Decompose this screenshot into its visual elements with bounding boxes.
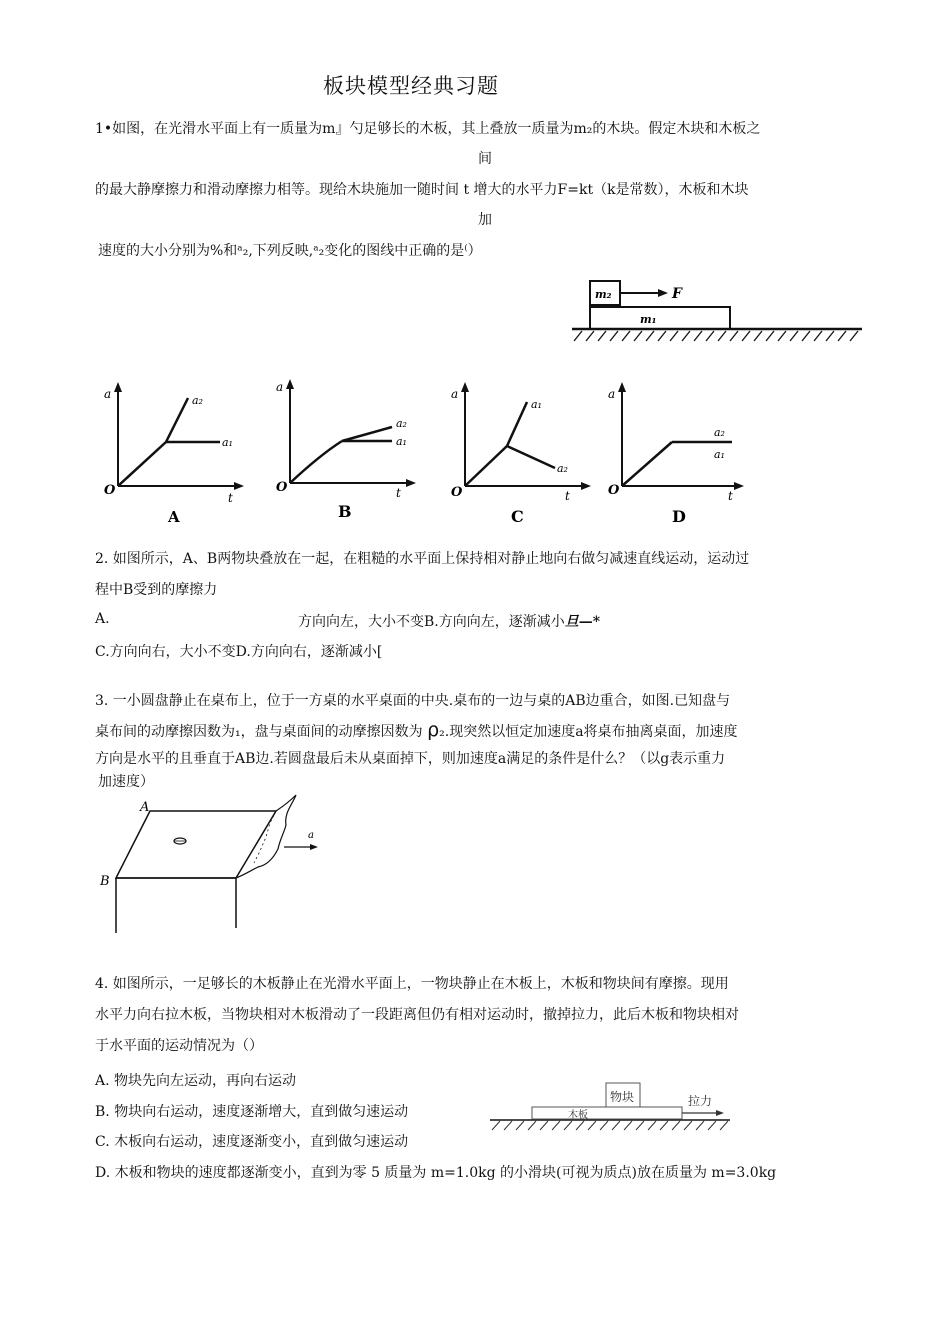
q3-table-figure <box>98 793 338 938</box>
q4-text-line2: 水平力向右拉木板，当物块相对木板滑动了一段距离但仍有相对运动时，撤掉拉力，此后木板和物块相对 <box>95 1007 739 1023</box>
graph-b-option: B <box>338 502 352 521</box>
q1-block-board-figure <box>570 275 870 345</box>
graph-a-line2-label: a₁ <box>222 436 233 449</box>
q4-option-c: C. 木板向右运动，速度逐渐变小，直到做匀速运动 <box>95 1134 409 1150</box>
graph-b-line2-label: a₁ <box>396 435 407 448</box>
graph-b-ylabel: a <box>276 380 284 394</box>
q1-m1-label: m₁ <box>640 313 657 326</box>
graph-d-ylabel: a <box>608 387 616 401</box>
q1-graph-a <box>98 378 248 528</box>
q3-text-line3: 方向是水平的且垂直于AB边.若圆盘最后未从桌面掉下，则加速度a满足的条件是什么？（以g表示重力 <box>95 751 726 767</box>
graph-c-option: C <box>511 507 524 526</box>
graph-a-ylabel: a <box>104 387 112 401</box>
graph-b-line1-label: a₂ <box>396 417 407 430</box>
q4-option-a: A. 物块先向左运动，再向右运动 <box>95 1073 297 1089</box>
q2-option-ab-tail: 旦—* <box>564 614 601 630</box>
graph-b-origin: O <box>276 480 288 495</box>
q3-corner-a: A <box>140 800 150 815</box>
graph-c-line1-label: a₁ <box>531 398 542 411</box>
q3-text-line2a: 桌布间的动摩擦因数为₁，盘与桌面间的动摩擦因数为 <box>95 724 423 740</box>
q4-board-label: 木板 <box>568 1110 588 1121</box>
graph-a-origin: O <box>104 483 116 498</box>
q1-graph-c <box>445 378 595 528</box>
q4-text-line1: 4. 如图所示，一足够长的木板静止在光滑水平面上，一物块静止在木板上，木板和物块间有摩擦。现用 <box>95 976 729 992</box>
q2-option-ab <box>298 611 600 631</box>
graph-c-origin: O <box>451 485 463 500</box>
q4-force-label: 拉力 <box>688 1094 713 1108</box>
graph-d-option: D <box>672 507 686 526</box>
graph-a-option: A <box>168 508 180 526</box>
q4-text-line3: 于水平面的运动情况为（） <box>95 1038 263 1054</box>
q1-text-line2-wrap: 加 <box>478 212 492 228</box>
graph-a-xlabel: t <box>228 491 233 505</box>
q4-option-d: D. 木板和物块的速度都逐渐变小，直到为零 5 质量为 m=1.0kg 的小滑块(可视为质点)放在质量为 m=3.0kg <box>95 1165 777 1181</box>
q1-text-line3: 速度的大小分别为%和ᵃ₂,下列反映,ᵃ₂变化的图线中正确的是⁽） <box>98 243 482 259</box>
q2-option-ab-text: 方向向左，大小不变B.方向向左，逐渐减小 <box>298 614 565 630</box>
q3-accel-label: a <box>308 830 314 841</box>
q4-option-b: B. 物块向右运动，速度逐渐增大，直到做匀速运动 <box>95 1104 409 1120</box>
graph-d-xlabel: t <box>728 489 733 503</box>
graph-c-ylabel: a <box>451 387 459 401</box>
graph-d-line1-label: a₂ <box>714 426 725 439</box>
q1-force-label: F <box>672 286 682 302</box>
graph-a-line1-label: a₂ <box>192 394 203 407</box>
q2-option-cd: C.方向向右，大小不变D.方向向右，逐渐减小[ <box>95 644 383 660</box>
q3-corner-b: B <box>100 874 110 889</box>
q3-text-line4: 加速度） <box>98 774 154 790</box>
q3-text-line2b: ₂.现突然以恒定加速度a将桌布抽离桌面，加速度 <box>439 724 738 740</box>
q1-graph-d <box>600 378 750 528</box>
q3-text-line1: 3. 一小圆盘静止在桌布上，位于一方桌的水平桌面的中央.桌布的一边与桌的AB边重合，如图.已知盘与 <box>95 693 731 709</box>
page-title: 板块模型经典习题 <box>323 74 499 98</box>
q1-graph-b <box>270 375 420 525</box>
q4-block-label: 物块 <box>610 1090 635 1104</box>
graph-c-xlabel: t <box>565 489 570 503</box>
q2-text-line2: 程中B受到的摩擦力 <box>95 582 218 598</box>
graph-b-xlabel: t <box>396 486 401 500</box>
q2-text-line1: 2. 如图所示，A、B两物块叠放在一起，在粗糙的水平面上保持相对静止地向右做匀减速直线运动，运动过 <box>95 551 750 567</box>
q3-text-line2 <box>95 719 738 741</box>
q1-text-line1: 1•如图，在光滑水平面上有一质量为m』勺足够长的木板，其上叠放一质量为m₂的木块。假定木块和木板之 <box>95 121 761 137</box>
q4-board-figure <box>488 1080 733 1135</box>
q1-text-line2: 的最大静摩擦力和滑动摩擦力相等。现给木块施加一随时间 t 增大的水平力F=kt（k是常数），木板和木块 <box>95 182 749 198</box>
q1-m2-label: m₂ <box>595 288 612 301</box>
q1-text-line1-wrap: 间 <box>478 151 492 167</box>
q3-mu-symbol: ρ <box>427 719 440 741</box>
q2-option-a-prefix: A. <box>95 611 110 627</box>
graph-c-line2-label: a₂ <box>557 462 568 475</box>
graph-d-line2-label: a₁ <box>714 448 725 461</box>
graph-d-origin: O <box>608 483 620 498</box>
